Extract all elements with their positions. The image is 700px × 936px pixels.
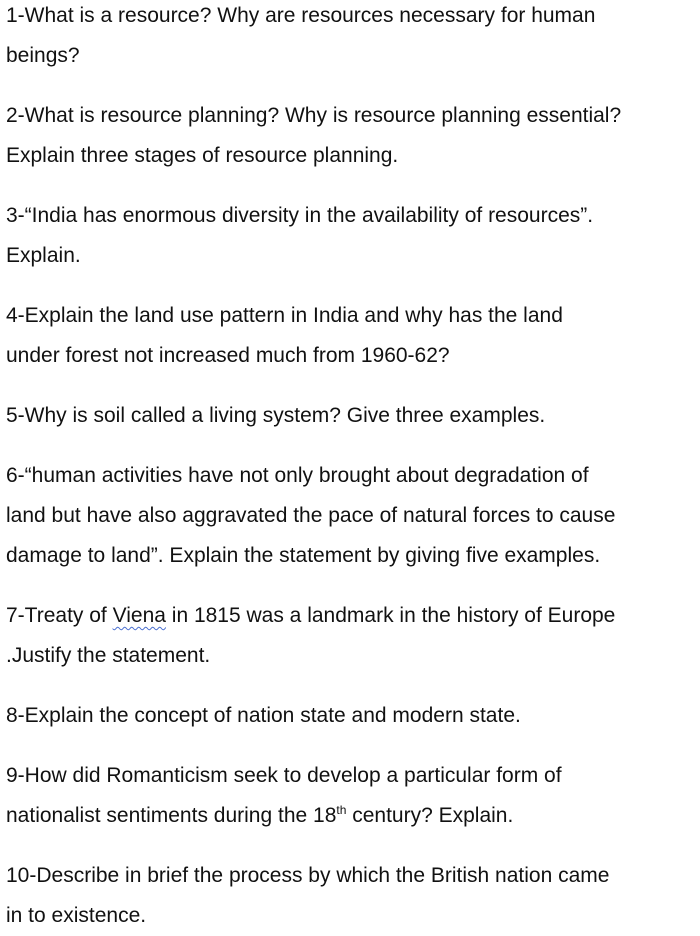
question-3 — [6, 196, 696, 276]
question-6-line-1: 6-“human activities have not only brought about degradation of — [6, 464, 589, 487]
question-2 — [6, 96, 696, 176]
question-5 — [6, 396, 696, 436]
question-9 — [6, 756, 696, 836]
question-6 — [6, 456, 696, 576]
question-10 — [6, 856, 696, 936]
question-1-line-2: beings? — [6, 44, 80, 67]
question-7 — [6, 596, 696, 676]
question-8 — [6, 696, 696, 736]
question-7-line-1 — [6, 596, 696, 636]
question-3-line-1: 3-“India has enormous diversity in the availability of resources”. — [6, 204, 594, 227]
question-9-line-1: 9-How did Romanticism seek to develop a particular form of — [6, 764, 562, 787]
question-5-line-1: 5-Why is soil called a living system? Give three examples. — [6, 404, 546, 427]
question-8-line-1: 8-Explain the concept of nation state and modern state. — [6, 704, 521, 727]
question-4 — [6, 296, 696, 376]
question-1 — [6, 0, 696, 76]
question-10-line-1: 10-Describe in brief the process by which the British nation came — [6, 864, 610, 887]
question-2-line-1: 2-What is resource planning? Why is resource planning essential? — [6, 104, 622, 127]
question-9-text-before: nationalist sentiments during the 18 — [6, 804, 337, 827]
question-1-line-1: 1-What is a resource? Why are resources necessary for human — [6, 4, 596, 27]
question-7-line-2: .Justify the statement. — [6, 644, 211, 667]
question-10-line-2: in to existence. — [6, 904, 147, 927]
question-7-text-after: in 1815 was a landmark in the history of Europe — [165, 604, 616, 627]
question-6-line-2: land but have also aggravated the pace of natural forces to cause — [6, 504, 616, 527]
question-9-text-after: century? Explain. — [346, 804, 514, 827]
question-3-line-2: Explain. — [6, 244, 81, 267]
question-4-line-1: 4-Explain the land use pattern in India and why has the land — [6, 304, 563, 327]
question-6-line-3: damage to land”. Explain the statement by giving five examples. — [6, 544, 601, 567]
question-7-text-before: 7-Treaty of — [6, 604, 113, 627]
ordinal-superscript: th — [336, 803, 347, 817]
spellcheck-flagged-word[interactable]: Viena — [112, 604, 166, 627]
question-2-line-2: Explain three stages of resource planning. — [6, 144, 399, 167]
question-9-line-2 — [6, 796, 696, 836]
question-4-line-2: under forest not increased much from 1960-62? — [6, 344, 450, 367]
